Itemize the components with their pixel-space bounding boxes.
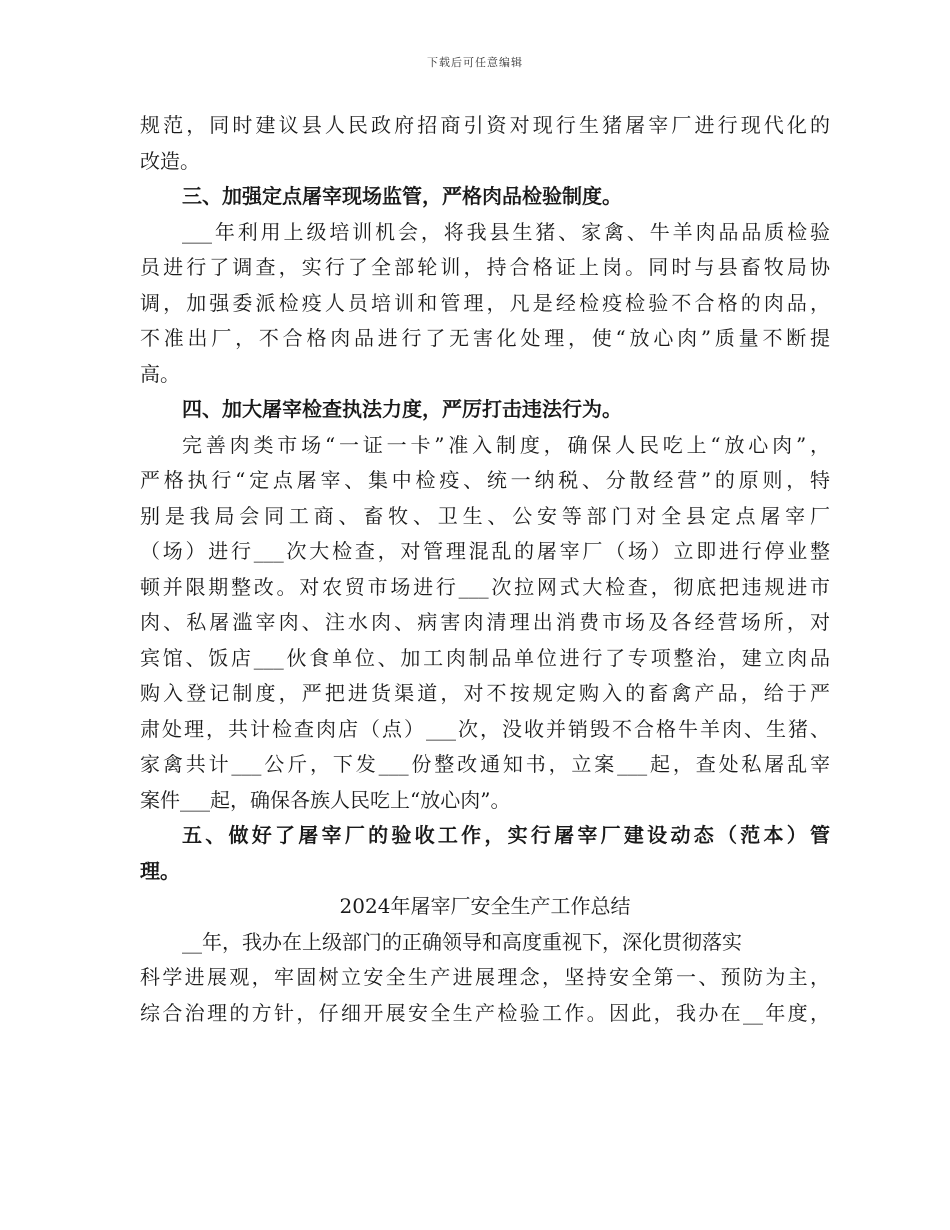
text-line: 购入登记制度，严把进货渠道，对不按规定购入的畜禽产品，给于严	[140, 681, 830, 705]
text-line: 案件___起，确保各族人民吃上“放心肉”。	[140, 787, 511, 812]
text-line: 高。	[140, 361, 180, 386]
text-line: 不准出厂，不合格肉品进行了无害化处理，使“放心肉”质量不断提	[140, 326, 830, 350]
text-line: 别是我局会同工商、畜牧、卫生、公安等部门对全县定点屠宰厂	[140, 503, 830, 528]
text-line: 顿并限期整改。对农贸市场进行___次拉网式大检查，彻底把违规进市	[140, 574, 830, 599]
text-line: 家禽共计___公斤，下发___份整改通知书，立案___起，查处私屠乱宰	[140, 752, 830, 776]
document-title: 2024年屠宰厂安全生产工作总结	[339, 894, 631, 918]
text-line: __年，我办在上级部门的正确领导和高度重视下，深化贯彻落实	[182, 929, 742, 954]
text-line: （场）进行___次大检查，对管理混乱的屠宰厂（场）立即进行停业整	[140, 539, 830, 563]
text-line: ___年利用上级培训机会，将我县生猪、家禽、牛羊肉品品质检验	[182, 219, 830, 244]
text-line: 完善肉类市场“一证一卡”准入制度，确保人民吃上“放心肉”，	[182, 432, 830, 457]
section-heading: 四、加大屠宰检查执法力度，严厉打击违法行为。	[182, 397, 622, 421]
page-header: 下载后可任意编辑	[427, 56, 523, 69]
text-line: 综合治理的方针，仔细开展安全生产检验工作。因此，我办在__年度，	[140, 1000, 830, 1025]
text-line: 员进行了调查，实行了全部轮训，持合格证上岗。同时与县畜牧局协	[140, 255, 830, 279]
text-line: 严格执行“定点屠宰、集中检疫、统一纳税、分散经营”的原则，特	[140, 468, 830, 492]
section-heading: 理。	[140, 858, 180, 883]
section-heading: 三、加强定点屠宰现场监管，严格肉品检验制度。	[182, 184, 622, 208]
text-line: 肉、私屠滥宰肉、注水肉、病害肉清理出消费市场及各经营场所，对	[140, 610, 830, 634]
text-line: 肃处理，共计检查肉店（点）___次，没收并销毁不合格牛羊肉、生猪、	[140, 716, 830, 741]
document-body	[140, 108, 830, 1031]
text-line: 规范，同时建议县人民政府招商引资对现行生猪屠宰厂进行现代化的	[140, 113, 830, 137]
text-line: 宾馆、饭店___伙食单位、加工肉制品单位进行了专项整治，建立肉品	[140, 645, 830, 670]
section-heading: 五、做好了屠宰厂的验收工作，实行屠宰厂建设动态（范本）管	[182, 823, 830, 847]
text-line: 改造。	[140, 148, 200, 173]
text-line: 科学进展观，牢固树立安全生产进展理念，坚持安全第一、预防为主，	[140, 965, 830, 989]
text-line: 调，加强委派检疫人员培训和管理，凡是经检疫检验不合格的肉品，	[140, 290, 830, 315]
